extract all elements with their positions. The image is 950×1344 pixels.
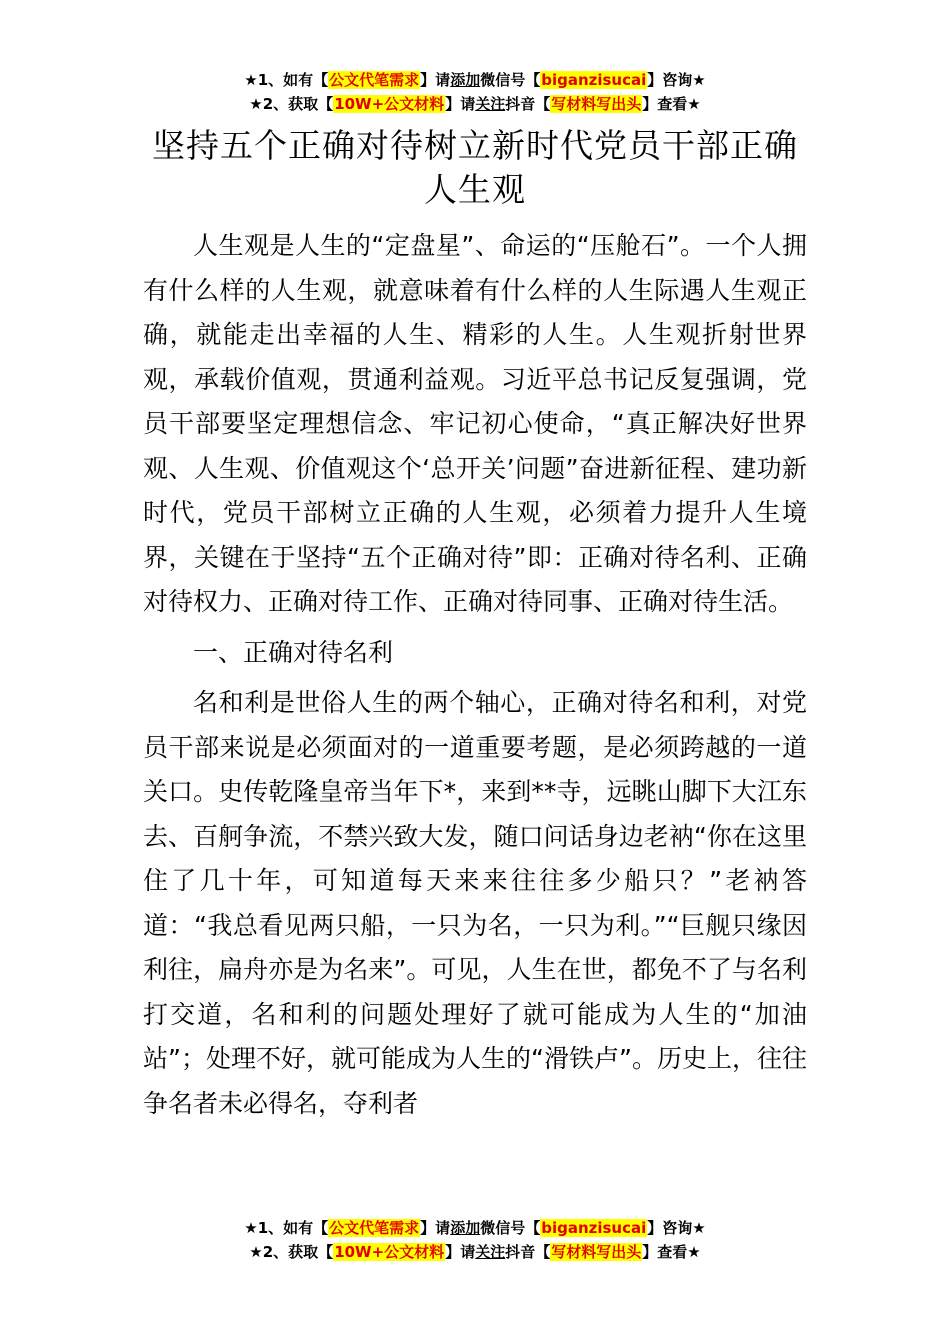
banner-highlight-wechat: biganzisucai [541,1219,647,1237]
banner-text: 】请 [445,1243,476,1261]
banner-text: 】请 [420,71,451,89]
banner-highlight-douyin: 写材料写出头 [551,95,642,113]
banner-emphasis: 添加 [450,71,481,89]
banner-emphasis: 添加 [450,1219,481,1237]
banner-highlight-wechat: biganzisucai [541,71,647,89]
banner-highlight-materials: 10W+公文材料 [334,1243,445,1261]
banner-text: 抖音【 [505,1243,551,1261]
document-title: 坚持五个正确对待树立新时代党员干部正确人生观 [152,126,798,209]
banner-highlight-service: 公文代笔需求 [329,1219,420,1237]
banner-emphasis: 关注 [475,1243,506,1261]
footer-banner [0,1216,950,1264]
banner-text: 】请 [420,1219,451,1237]
banner-prefix: ★1、如有【 [244,71,329,89]
banner-highlight-service: 公文代笔需求 [329,71,420,89]
banner-prefix: ★2、获取【 [249,1243,334,1261]
banner-line-1 [0,1216,950,1240]
banner-text: 】请 [445,95,476,113]
paragraph-intro: 人生观是人生的“定盘星”、命运的“压舱石”。一个人拥有什么样的人生观，就意味着有什么样的人生际遇人生观正确，就能走出幸福的人生、精彩的人生。人生观折射世界观，承载价值观，贯通利益观。习近平总书记反复强调，党员干部要坚定理想信念、牢记初心使命，“真正解决好世界观、人生观、价值观这个‘总开关’问题”奋进新征程、建功新时代，党员干部树立正确的人生观，必须着力提升人生境界，关键在于坚持“五个正确对待”即：正确对待名利、正确对待权力、正确对待工作、正确对待同事、正确对待生活。 [143,231,807,616]
section-heading: 一、正确对待名利 [193,637,394,667]
banner-suffix: 】查看★ [642,1243,701,1261]
banner-line-2 [0,92,950,116]
banner-emphasis: 关注 [475,95,506,113]
banner-prefix: ★2、获取【 [249,95,334,113]
banner-text: 微信号【 [480,1219,541,1237]
banner-suffix: 】咨询★ [647,71,706,89]
banner-suffix: 】查看★ [642,95,701,113]
document-body [143,224,807,1126]
banner-prefix: ★1、如有【 [244,1219,329,1237]
banner-line-2 [0,1240,950,1264]
header-banner [0,68,950,116]
banner-highlight-materials: 10W+公文材料 [334,95,445,113]
banner-text: 微信号【 [480,71,541,89]
banner-text: 抖音【 [505,95,551,113]
banner-highlight-douyin: 写材料写出头 [551,1243,642,1261]
banner-line-1 [0,68,950,92]
banner-suffix: 】咨询★ [647,1219,706,1237]
paragraph-fame-and-fortune: 名和利是世俗人生的两个轴心，正确对待名和利，对党员干部来说是必须面对的一道重要考题，是必须跨越的一道关口。史传乾隆皇帝当年下*，来到**寺，远眺山脚下大江东去、百舸争流，不禁兴致大发，随口问话身边老衲“你在这里住了几十年，可知道每天来来往往多少船只？”老衲答道：“我总看见两只船，一只为名，一只为利。”“巨舰只缘因利往，扁舟亦是为名来”。可见，人生在世，都免不了与名利打交道，名和利的问题处理好了就可能成为人生的“加油站”；处理不好，就可能成为人生的“滑铁卢”。历史上，往往争名者未必得名，夺利者 [143,688,807,1118]
